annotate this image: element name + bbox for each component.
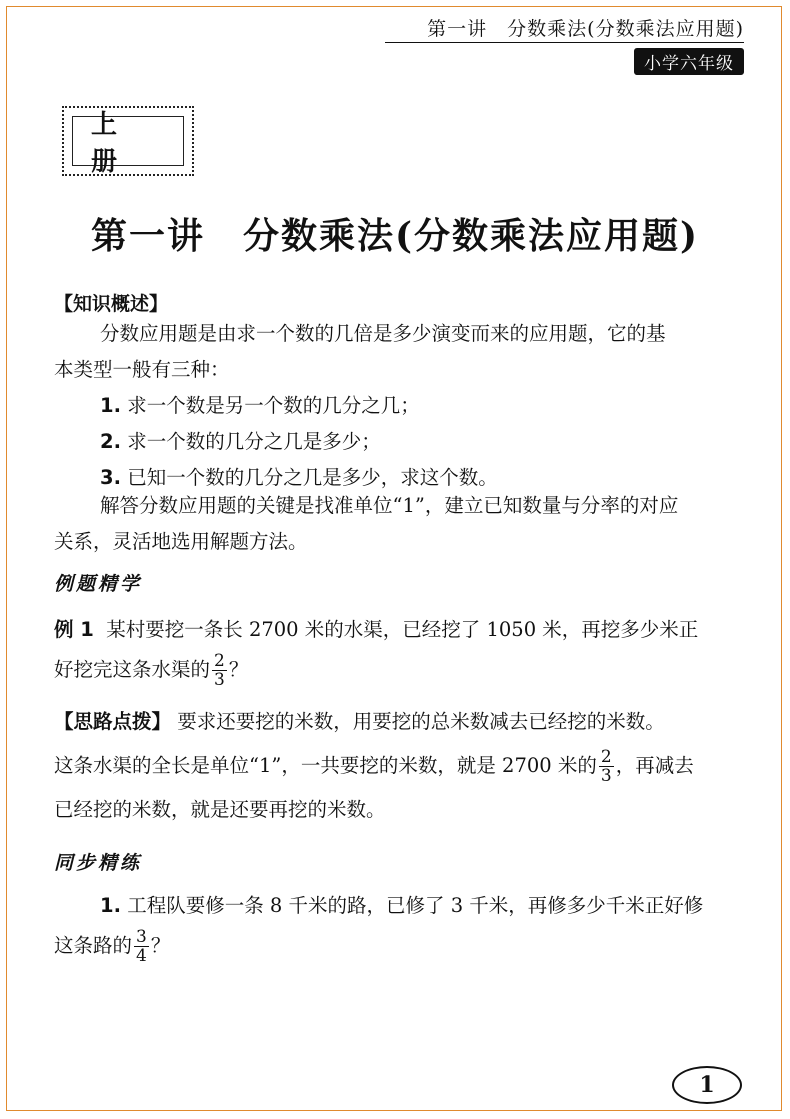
fraction: $\frac{2}{3}$ bbox=[600, 747, 612, 786]
hint-block: 【思路点拨】 要求还要挖的米数，用要挖的总米数减去已经挖的米数。 这条水渠的全长是单位“1”，一共要挖的米数，就是 2700 米的 $\frac{2}{3}$ ，再减去 已经挖的米数，就是还要再挖的米数。 bbox=[54, 700, 744, 832]
volume-label-box bbox=[62, 106, 194, 176]
running-header: 第一讲 分数乘法(分数乘法应用题) bbox=[427, 18, 744, 40]
page-number: 1 bbox=[672, 1066, 742, 1104]
list-item: 1. 求一个数是另一个数的几分之几； bbox=[100, 394, 420, 417]
summary-line-2: 关系，灵活地选用解题方法。 bbox=[54, 530, 308, 553]
chapter-title: 第一讲 分数乘法(分数乘法应用题) bbox=[90, 215, 700, 257]
question-line-1: 工程队要修一条 8 千米的路，已修了 3 千米，再修多少千米正好修 bbox=[127, 894, 704, 917]
fraction: $\frac{2}{3}$ bbox=[214, 651, 225, 690]
hint-line-1: 要求还要挖的米数，用要挖的总米数减去已经挖的米数。 bbox=[177, 710, 665, 733]
volume-label: 上 册 bbox=[72, 116, 184, 166]
examples-heading: 例题精学 bbox=[54, 573, 143, 595]
header-rule bbox=[385, 42, 744, 43]
fraction: $\frac{3}{4}$ bbox=[136, 927, 147, 966]
hint-line-3: 已经挖的米数，就是还要再挖的米数。 bbox=[54, 798, 386, 821]
knowledge-intro bbox=[54, 316, 744, 388]
knowledge-heading: 【知识概述】 bbox=[54, 293, 169, 315]
hint-label: 【思路点拨】 bbox=[54, 710, 172, 733]
example-1: 例 1 某村要挖一条长 2700 米的水渠，已经挖了 1050 米，再挖多少米正 好挖完这条水渠的 $\frac{2}{3}$ ？ bbox=[54, 618, 699, 690]
grade-badge: 小学六年级 bbox=[634, 48, 744, 75]
list-item: 2. 求一个数的几分之几是多少； bbox=[100, 430, 381, 453]
summary-line-1: 解答分数应用题的关键是找准单位“1”，建立已知数量与分率的对应 bbox=[100, 494, 679, 517]
knowledge-summary bbox=[54, 488, 744, 560]
list-item: 3. 已知一个数的几分之几是多少，求这个数。 bbox=[100, 466, 498, 489]
practice-question-1: 1. 工程队要修一条 8 千米的路，已修了 3 千米，再修多少千米正好修 这条路的 $\frac{3}{4}$ ？ bbox=[54, 894, 704, 966]
example-label: 例 1 bbox=[54, 618, 94, 641]
example-line-1: 某村要挖一条长 2700 米的水渠，已经挖了 1050 米，再挖多少米正 bbox=[106, 618, 699, 641]
intro-line-2: 本类型一般有三种： bbox=[54, 358, 230, 381]
intro-line-1: 分数应用题是由求一个数的几倍是多少演变而来的应用题，它的基 bbox=[100, 322, 666, 345]
practice-heading: 同步精练 bbox=[54, 852, 143, 874]
